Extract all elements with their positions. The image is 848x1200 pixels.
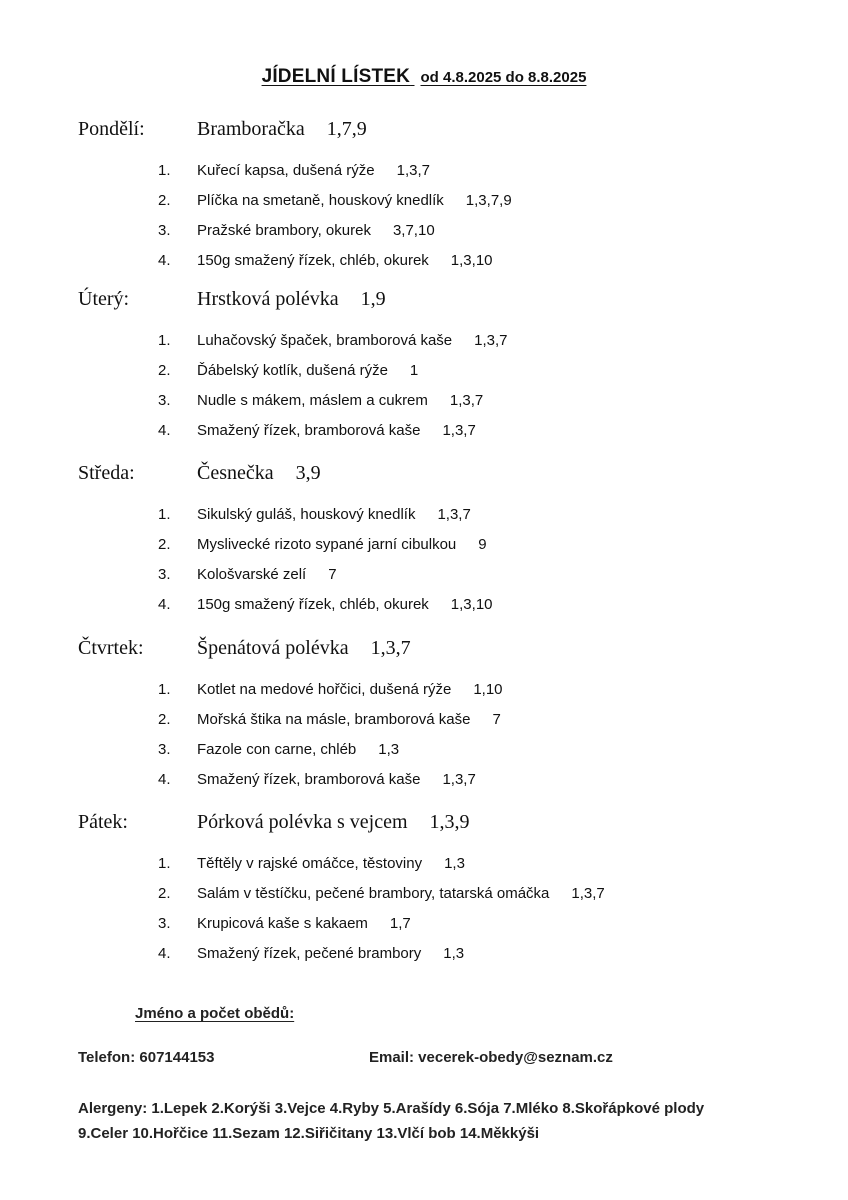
- meal-name: [197, 885, 605, 902]
- meal-name: [197, 222, 435, 239]
- title-dates: od 4.8.2025 do 8.8.2025: [420, 69, 587, 86]
- meal-text: Ďábelský kotlík, dušená rýže: [197, 362, 388, 379]
- meal-name: [197, 681, 503, 698]
- meal-text: 150g smažený řízek, chléb, okurek: [197, 596, 429, 613]
- day-header: [0, 288, 848, 318]
- meal-number: 3.: [158, 915, 171, 932]
- meal-allergens: 3,7,10: [392, 222, 435, 239]
- meal-text: Sikulský guláš, houskový knedlík: [197, 506, 416, 523]
- meal-name: [197, 771, 476, 788]
- meal-text: Kuřecí kapsa, dušená rýže: [197, 162, 375, 179]
- meal-number: 2.: [158, 536, 171, 553]
- menu-title: [0, 66, 848, 88]
- meal-text: Těftěly v rajské omáčce, těstoviny: [197, 855, 423, 872]
- allergen-legend-line: Alergeny: 1.Lepek 2.Korýši 3.Vejce 4.Ryby 5.Arašídy 6.Sója 7.Mléko 8.Skořápkové plody: [78, 1100, 705, 1117]
- meal-name: [197, 392, 483, 409]
- meal-name: [197, 915, 411, 932]
- day-section: [0, 118, 848, 282]
- meal-list: [0, 162, 848, 282]
- meal-allergens: 1,3,7: [442, 771, 476, 788]
- allergen-legend: [78, 1096, 798, 1146]
- soup: [197, 811, 470, 834]
- meal-number: 4.: [158, 945, 171, 962]
- soup-allergens: 1,3,7: [370, 637, 411, 659]
- meal-allergens: 1,3,7: [474, 332, 508, 349]
- meal-item: [0, 855, 848, 885]
- meal-text: Smažený řízek, bramborová kaše: [197, 771, 421, 788]
- meal-number: 3.: [158, 741, 171, 758]
- soup-allergens: 1,9: [360, 288, 386, 310]
- meal-name: [197, 566, 337, 583]
- meal-allergens: 1,3,10: [450, 596, 493, 613]
- meal-number: 4.: [158, 252, 171, 269]
- soup: [197, 637, 411, 660]
- day-header: [0, 637, 848, 667]
- meal-item: [0, 422, 848, 452]
- day-name: Čtvrtek:: [78, 637, 144, 659]
- meal-allergens: 1,3,7,9: [465, 192, 512, 209]
- meal-item: [0, 536, 848, 566]
- day-section: [0, 462, 848, 626]
- title-text: JÍDELNÍ LÍSTEK: [261, 66, 411, 87]
- meal-text: Nudle s mákem, máslem a cukrem: [197, 392, 428, 409]
- meal-name: [197, 741, 399, 758]
- meal-allergens: 1,3,10: [450, 252, 493, 269]
- meal-item: [0, 566, 848, 596]
- day-name: Pondělí:: [78, 118, 145, 140]
- day-header: [0, 118, 848, 148]
- meal-item: [0, 192, 848, 222]
- day-header: [0, 811, 848, 841]
- meal-number: 2.: [158, 885, 171, 902]
- soup-name: Hrstková polévka: [197, 288, 339, 310]
- soup-name: Česnečka: [197, 462, 274, 484]
- meal-item: [0, 162, 848, 192]
- day-name: Středa:: [78, 462, 135, 484]
- soup-allergens: 1,3,9: [429, 811, 470, 833]
- meal-item: [0, 332, 848, 362]
- meal-text: Mořská štika na másle, bramborová kaše: [197, 711, 471, 728]
- meal-name: [197, 945, 464, 962]
- meal-text: Kotlet na medové hořčici, dušená rýže: [197, 681, 452, 698]
- day-name: Úterý:: [78, 288, 130, 310]
- meal-number: 1.: [158, 162, 171, 179]
- meal-text: Pražské brambory, okurek: [197, 222, 371, 239]
- meal-number: 3.: [158, 222, 171, 239]
- meal-number: 2.: [158, 362, 171, 379]
- meal-name: [197, 536, 487, 553]
- meal-name: [197, 252, 493, 269]
- meal-item: [0, 392, 848, 422]
- meal-list: [0, 506, 848, 626]
- day-section: [0, 288, 848, 452]
- meal-name: [197, 362, 418, 379]
- meal-item: [0, 252, 848, 282]
- meal-item: [0, 885, 848, 915]
- day-header: [0, 462, 848, 492]
- meal-number: 4.: [158, 771, 171, 788]
- meal-name: [197, 711, 501, 728]
- soup-allergens: 1,7,9: [326, 118, 367, 140]
- meal-name: [197, 596, 493, 613]
- day-section: [0, 637, 848, 801]
- meal-number: 1.: [158, 506, 171, 523]
- meal-text: Myslivecké rizoto sypané jarní cibulkou: [197, 536, 457, 553]
- meal-item: [0, 222, 848, 252]
- meal-number: 3.: [158, 392, 171, 409]
- names-label: Jméno a počet obědů:: [135, 1005, 295, 1022]
- meal-item: [0, 915, 848, 945]
- meal-name: [197, 192, 512, 209]
- meal-item: [0, 681, 848, 711]
- meal-number: 1.: [158, 681, 171, 698]
- meal-name: [197, 422, 476, 439]
- meal-text: Smažený řízek, pečené brambory: [197, 945, 422, 962]
- meal-allergens: 1,3: [444, 855, 465, 872]
- soup: [197, 462, 321, 485]
- meal-allergens: 1,7: [389, 915, 411, 932]
- meal-item: [0, 771, 848, 801]
- allergen-legend-line: 9.Celer 10.Hořčice 11.Sezam 12.Siřičitany 13.Vlčí bob 14.Měkkýši: [78, 1125, 540, 1142]
- meal-item: [0, 945, 848, 975]
- meal-text: Kološvarské zelí: [197, 566, 307, 583]
- soup-name: Špenátová polévka: [197, 637, 349, 659]
- meal-number: 4.: [158, 422, 171, 439]
- meal-text: 150g smažený řízek, chléb, okurek: [197, 252, 429, 269]
- meal-number: 3.: [158, 566, 171, 583]
- meal-text: Plíčka na smetaně, houskový knedlík: [197, 192, 444, 209]
- meal-item: [0, 362, 848, 392]
- meal-name: [197, 506, 471, 523]
- meal-text: Krupicová kaše s kakaem: [197, 915, 368, 932]
- meal-text: Fazole con carne, chléb: [197, 741, 357, 758]
- soup-allergens: 3,9: [295, 462, 321, 484]
- meal-list: [0, 855, 848, 975]
- meal-name: [197, 332, 508, 349]
- meal-number: 1.: [158, 855, 171, 872]
- meal-allergens: 1: [409, 362, 419, 379]
- meal-allergens: 1,10: [473, 681, 503, 698]
- meal-text: Smažený řízek, bramborová kaše: [197, 422, 421, 439]
- meal-number: 2.: [158, 192, 171, 209]
- meal-number: 2.: [158, 711, 171, 728]
- meal-name: [197, 855, 465, 872]
- meal-item: [0, 596, 848, 626]
- meal-allergens: 1,3,7: [442, 422, 476, 439]
- meal-allergens: 1,3,7: [571, 885, 605, 902]
- meal-list: [0, 681, 848, 801]
- soup: [197, 118, 367, 141]
- day-name: Pátek:: [78, 811, 128, 833]
- meal-allergens: 1,3,7: [449, 392, 484, 409]
- meal-number: 4.: [158, 596, 171, 613]
- meal-text: Luhačovský špaček, bramborová kaše: [197, 332, 453, 349]
- email-text: Email: vecerek-obedy@seznam.cz: [369, 1049, 613, 1066]
- meal-allergens: 7: [492, 711, 501, 728]
- meal-text: Salám v těstíčku, pečené brambory, tatarská omáčka: [197, 885, 550, 902]
- meal-allergens: 7: [328, 566, 337, 583]
- soup-name: Pórková polévka s vejcem: [197, 811, 408, 833]
- meal-number: 1.: [158, 332, 171, 349]
- meal-allergens: 1,3,7: [396, 162, 430, 179]
- meal-item: [0, 711, 848, 741]
- meal-item: [0, 741, 848, 771]
- phone-text: Telefon: 607144153: [78, 1049, 215, 1066]
- meal-allergens: 9: [478, 536, 487, 553]
- meal-allergens: 1,3,7: [437, 506, 471, 523]
- meal-allergens: 1,3: [378, 741, 400, 758]
- meal-list: [0, 332, 848, 452]
- meal-name: [197, 162, 430, 179]
- meal-allergens: 1,3: [443, 945, 465, 962]
- day-section: [0, 811, 848, 975]
- soup-name: Bramboračka: [197, 118, 305, 140]
- soup: [197, 288, 386, 311]
- meal-item: [0, 506, 848, 536]
